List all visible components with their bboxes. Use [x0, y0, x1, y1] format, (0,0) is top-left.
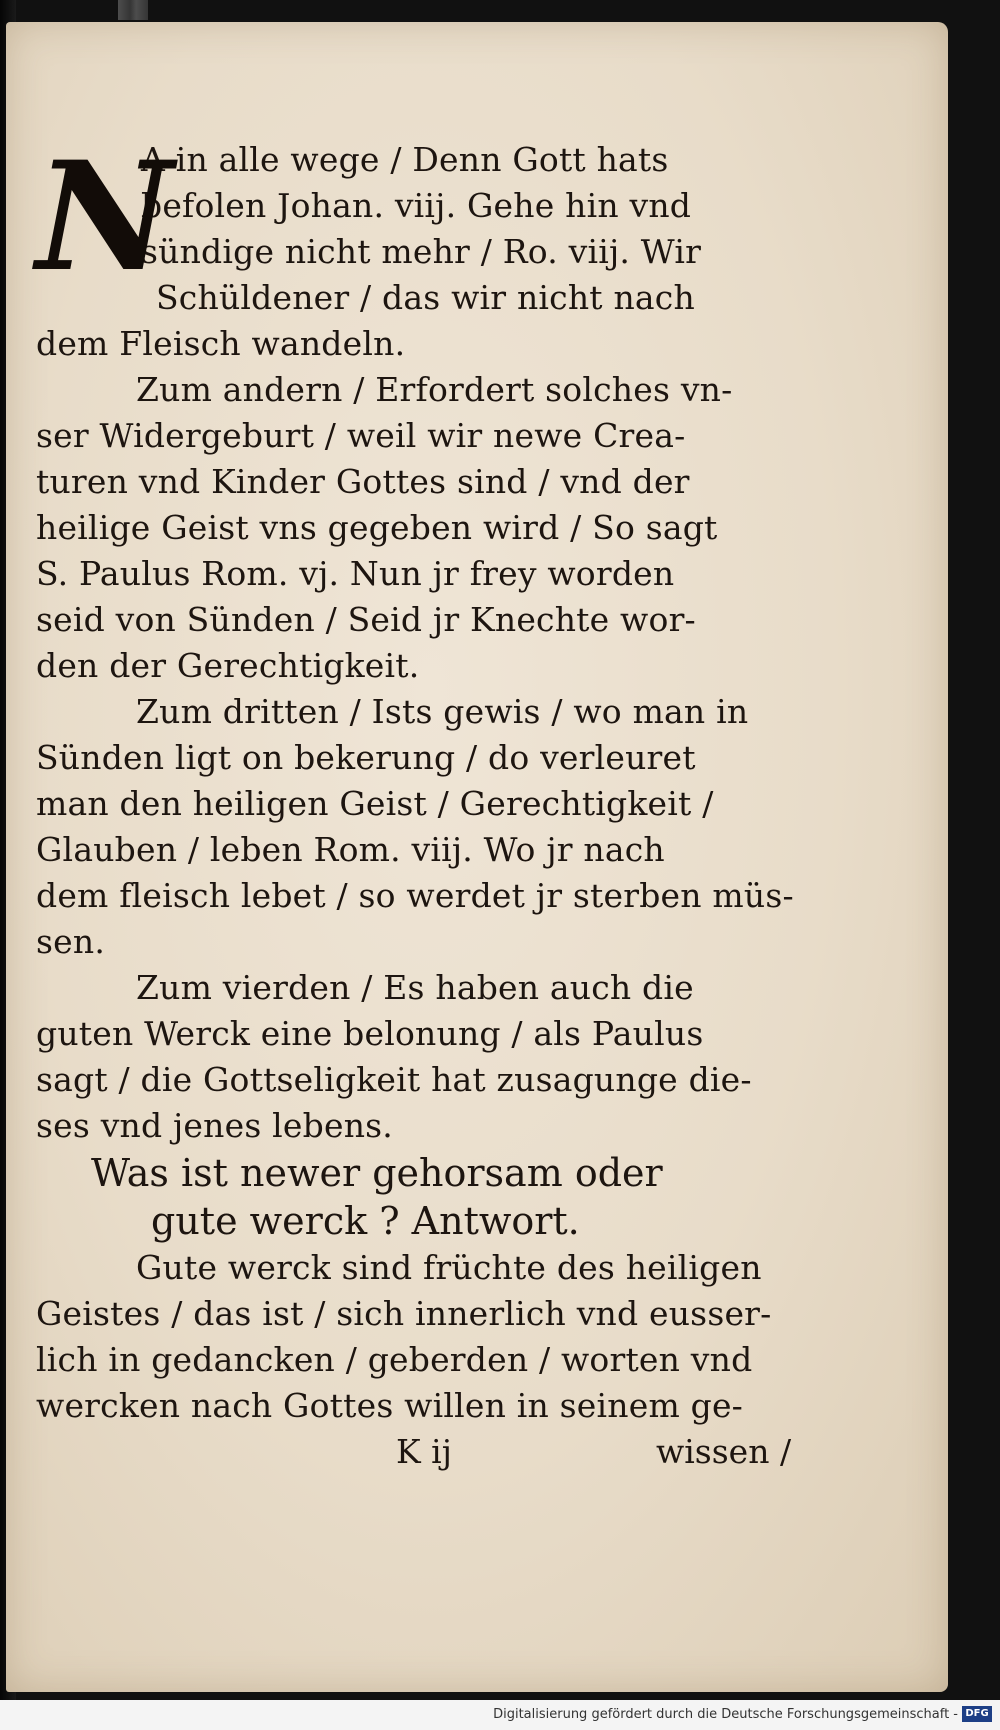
- text-line: Gute werck sind früchte des heiligen: [136, 1248, 762, 1287]
- text-line: S. Paulus Rom. vj. Nun jr frey worden: [36, 554, 675, 593]
- decorated-initial: N: [36, 129, 174, 305]
- page-footer-line: [36, 1429, 806, 1475]
- catchword: wissen /: [656, 1432, 792, 1471]
- text-line: Geistes / das ist / sich innerlich vnd eusser-: [36, 1294, 772, 1333]
- text-line: Zum andern / Erfordert solches vn-: [136, 370, 733, 409]
- text-line: guten Werck eine belonung / als Paulus: [36, 1014, 704, 1053]
- section-heading: gute werck ? Antwort.: [151, 1199, 580, 1243]
- text-line: heilige Geist vns gegeben wird / So sagt: [36, 508, 718, 547]
- text-line: Sünden ligt on bekerung / do verleuret: [36, 738, 696, 777]
- text-line: befolen Johan. viij. Gehe hin vnd: [141, 186, 692, 225]
- text-line: Schüldener / das wir nicht nach: [156, 278, 695, 317]
- digitization-footer: [0, 1700, 1000, 1730]
- funding-credit: Digitalisierung gefördert durch die Deutsche Forschungsgemeinschaft -: [493, 1707, 958, 1722]
- text-line: man den heiligen Geist / Gerechtigkeit /: [36, 784, 714, 823]
- text-line: ses vnd jenes lebens.: [36, 1106, 393, 1145]
- section-heading: Was ist newer gehorsam oder: [91, 1151, 663, 1195]
- book-page: [6, 22, 948, 1692]
- text-line: den der Gerechtigkeit.: [36, 646, 420, 685]
- text-line: dem Fleisch wandeln.: [36, 324, 406, 363]
- text-line: sündige nicht mehr / Ro. viij. Wir: [141, 232, 702, 271]
- text-line: turen vnd Kinder Gottes sind / vnd der: [36, 462, 690, 501]
- ribbon-marker: [118, 0, 148, 20]
- text-line: Zum vierden / Es haben auch die: [136, 968, 694, 1007]
- signature-mark: K ij: [396, 1432, 452, 1471]
- dfg-logo: DFG: [962, 1706, 992, 1722]
- text-line: sen.: [36, 922, 106, 961]
- text-line: Glauben / leben Rom. viij. Wo jr nach: [36, 830, 665, 869]
- text-line: A in alle wege / Denn Gott hats: [141, 140, 669, 179]
- text-line: lich in gedancken / geberden / worten vnd: [36, 1340, 753, 1379]
- text-line: dem fleisch lebet / so werdet jr sterben müs-: [36, 876, 794, 915]
- text-line: Zum dritten / Ists gewis / wo man in: [136, 692, 749, 731]
- text-line: ser Widergeburt / weil wir newe Crea-: [36, 416, 686, 455]
- text-line: sagt / die Gottseligkeit hat zusagunge die-: [36, 1060, 752, 1099]
- text-line: seid von Sünden / Seid jr Knechte wor-: [36, 600, 696, 639]
- text-line: wercken nach Gottes willen in seinem ge-: [36, 1386, 744, 1425]
- page-text: [36, 129, 806, 1475]
